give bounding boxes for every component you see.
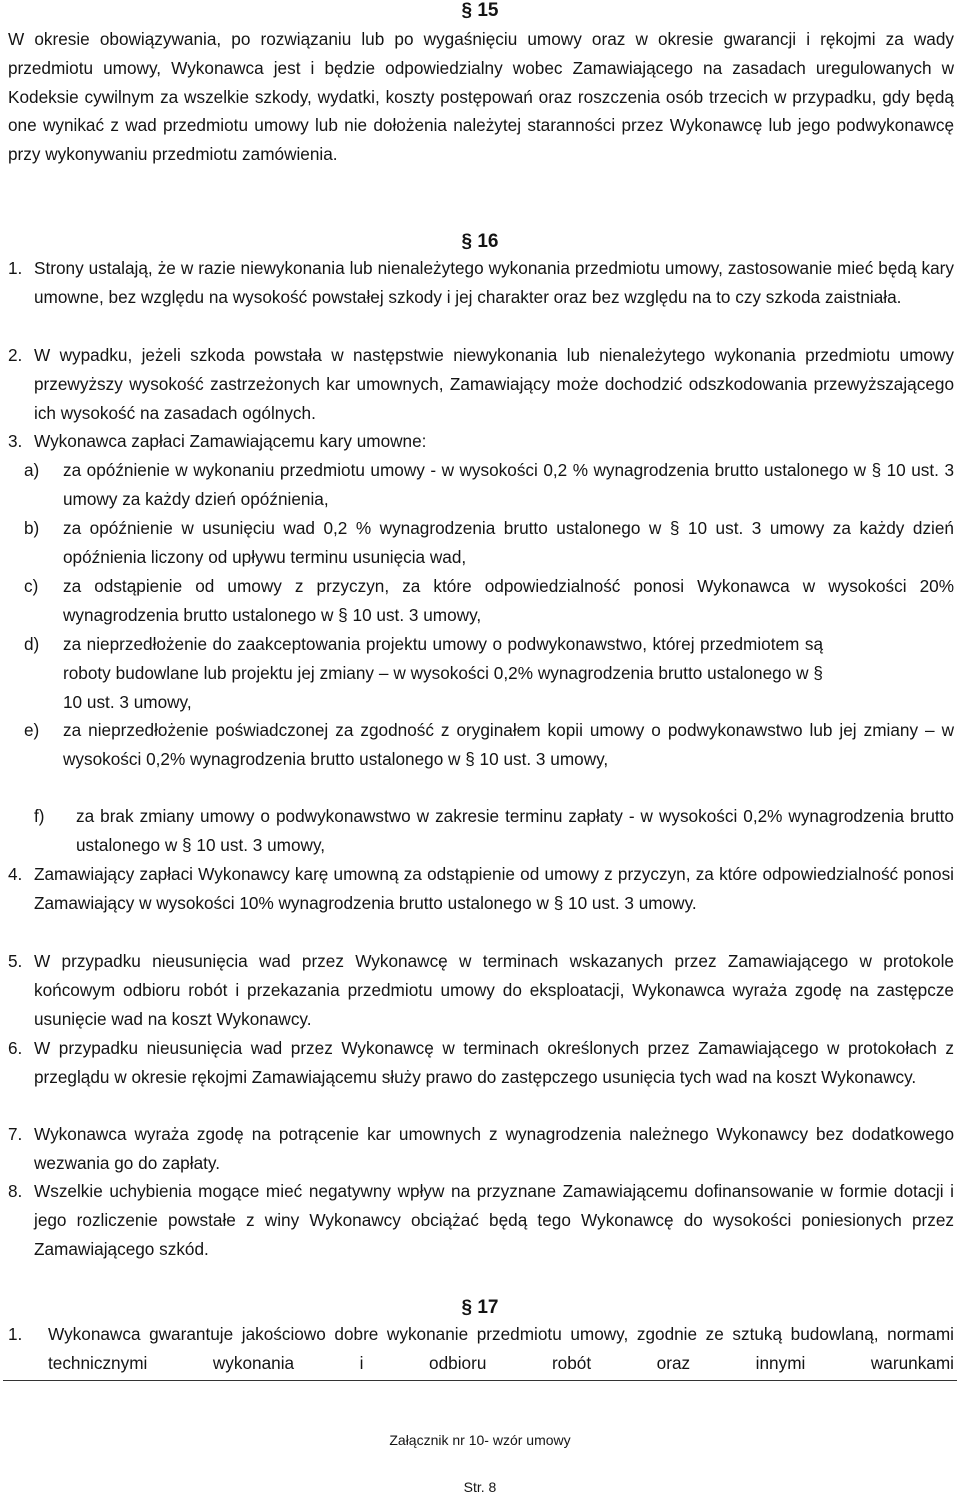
s17-item-1-number: 1. bbox=[8, 1324, 23, 1344]
s16-item-6-text: W przypadku nieusunięcia wad przez Wykonawcę w terminach określonych przez Zamawiającego w protokołach z przeglądu w okresie rękojmi Zamawiającemu służy prawo do zastępczego usunięcia tych wad na koszt Wykonawcy. bbox=[34, 1038, 954, 1087]
s16-item-5-text: W przypadku nieusunięcia wad przez Wykonawcę w terminach wskazanych przez Zamawiającego w protokole końcowym odbioru robót i przekazania przedmiotu umowy do eksploatacji, Wykonawca wyraża zgodę na zastępcze usunięcie wad na koszt Wykonawcy. bbox=[34, 951, 954, 1029]
s16-item-8-text: Wszelkie uchybienia mogące mieć negatywny wpływ na przyznane Zamawiającemu dofinansowanie w formie dotacji i jego rozliczenie powstałe z winy Wykonawcy obciążać będą tego Wykonawcę do wysokości poniesionych przez Zamawiającego szkód. bbox=[34, 1181, 954, 1259]
s16-item-5-number: 5. bbox=[8, 951, 23, 971]
s16-sub-f-text: za brak zmiany umowy o podwykonawstwo w zakresie terminu zapłaty - w wysokości 0,2% wynagrodzenia brutto ustalonego w § 10 ust. 3 umowy, bbox=[76, 806, 954, 855]
s16-item-2-text: W wypadku, jeżeli szkoda powstała w następstwie niewykonania lub nienależytego wykonania przedmiotu umowy przewyższy wysokość zastrzeżonych kar umownych, Zamawiający może dochodzić odszkodowania przewyższającego ich wysokość na zasadach ogólnych. bbox=[34, 345, 954, 423]
s16-item-3-number: 3. bbox=[8, 431, 23, 451]
section-17-heading: § 17 bbox=[461, 1297, 499, 1318]
s16-sub-e-letter: e) bbox=[24, 720, 40, 740]
s16-sub-a-text: za opóźnienie w wykonaniu przedmiotu umowy - w wysokości 0,2 % wynagrodzenia brutto ustalonego w § 10 ust. 3 umowy za każdy dzień opóźnienia, bbox=[63, 460, 954, 509]
s16-item-4-text: Zamawiający zapłaci Wykonawcy karę umowną za odstąpienie od umowy z przyczyn, za które odpowiedzialność ponosi Zamawiający w wysokości 10% wynagrodzenia brutto ustalonego w § 10 ust. 3 umowy. bbox=[34, 864, 954, 913]
s17-item-1-text: Wykonawca gwarantuje jakościowo dobre wykonanie przedmiotu umowy, zgodnie ze sztuką budowlaną, normami technicznymi wykonania i odbioru robót oraz innymi warunkami bbox=[48, 1324, 954, 1373]
section-15-text: W okresie obowiązywania, po rozwiązaniu lub po wygaśnięciu umowy oraz w okresie gwarancji i rękojmi za wady przedmiotu umowy, Wykonawca jest i będzie odpowiedzialny wobec Zamawiającego na zasadach uregulowanych w Kodeksie cywilnym za wszelkie szkody, wydatki, koszty postępowań oraz roszczenia osób trzecich w przypadku, gdy będą one wynikać z wad przedmiotu umowy lub nie dołożenia należytej staranności przez Wykonawcę lub jego podwykonawcę przy wykonywaniu przedmiotu zamówienia. bbox=[8, 29, 954, 165]
s16-item-1-text: Strony ustalają, że w razie niewykonania lub nienależytego wykonania przedmiotu umowy, zastosowanie mieć będą kary umowne, bez względu na wysokość powstałej szkody i jej charakter oraz bez względu na to czy szkoda zaistniała. bbox=[34, 258, 954, 307]
s16-sub-a-letter: a) bbox=[24, 460, 40, 480]
s16-item-3-text: Wykonawca zapłaci Zamawiającemu kary umowne: bbox=[34, 431, 427, 451]
s16-item-7-number: 7. bbox=[8, 1124, 23, 1144]
section-16-heading: § 16 bbox=[461, 231, 499, 252]
s16-sub-b-letter: b) bbox=[24, 518, 40, 538]
page-number: Str. 8 bbox=[463, 1479, 497, 1495]
s16-sub-d-letter: d) bbox=[24, 634, 40, 654]
attachment-label: Załącznik nr 10- wzór umowy bbox=[389, 1432, 571, 1448]
s16-sub-c-text: za odstąpienie od umowy z przyczyn, za które odpowiedzialność ponosi Wykonawca w wysokości 20% wynagrodzenia brutto ustalonego w § 10 ust. 3 umowy, bbox=[63, 576, 954, 625]
s16-item-2-number: 2. bbox=[8, 345, 23, 365]
s16-item-1-number: 1. bbox=[8, 258, 23, 278]
s16-sub-c-letter: c) bbox=[24, 576, 39, 596]
section-15-heading: § 15 bbox=[461, 0, 499, 21]
s16-sub-e-text: za nieprzedłożenie poświadczonej za zgodność z oryginałem kopii umowy o podwykonawstwo lub jej zmiany – w wysokości 0,2% wynagrodzenia brutto ustalonego w § 10 ust. 3 umowy, bbox=[63, 720, 954, 769]
footer-divider bbox=[3, 1380, 957, 1381]
s16-sub-f-letter: f) bbox=[34, 806, 45, 826]
s16-item-8-number: 8. bbox=[8, 1181, 23, 1201]
s16-item-7-text: Wykonawca wyraża zgodę na potrącenie kar umownych z wynagrodzenia należnego Wykonawcy bez dodatkowego wezwania go do zapłaty. bbox=[34, 1124, 954, 1173]
s16-sub-d-text: za nieprzedłożenie do zaakceptowania projektu umowy o podwykonawstwo, której przedmiotem są roboty budowlane lub projektu jej zmiany – w wysokości 0,2% wynagrodzenia brutto ustalonego w § 10 ust. 3 umowy, bbox=[63, 634, 823, 712]
s16-sub-b-text: za opóźnienie w usunięciu wad 0,2 % wynagrodzenia brutto ustalonego w § 10 ust. 3 umowy za każdy dzień opóźnienia liczony od upływu terminu usunięcia wad, bbox=[63, 518, 954, 567]
s16-item-6-number: 6. bbox=[8, 1038, 23, 1058]
s16-item-4-number: 4. bbox=[8, 864, 23, 884]
